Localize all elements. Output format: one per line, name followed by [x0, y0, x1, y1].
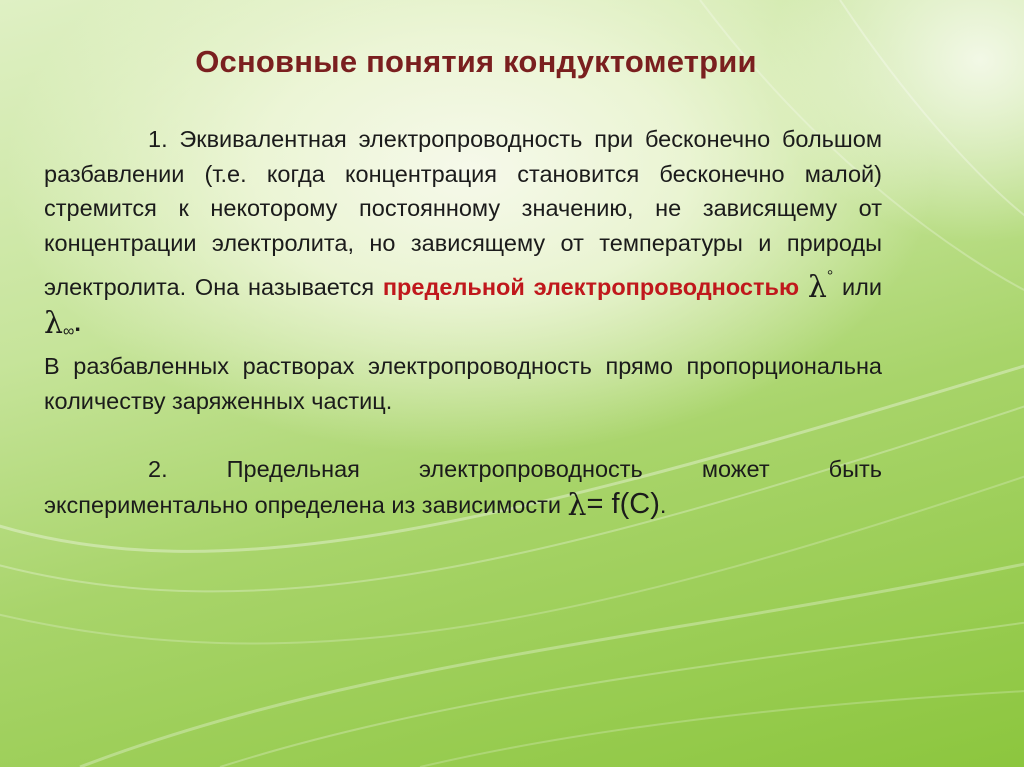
connector-text: или: [833, 274, 882, 300]
degree-superscript: °: [826, 268, 834, 285]
slide-title: Основные понятия кондуктометрии: [195, 44, 757, 79]
paragraph-2: [44, 452, 882, 523]
infinity-subscript: ∞: [63, 322, 75, 340]
lambda-symbol: λ: [44, 305, 64, 341]
lambda-symbol: λ: [807, 270, 827, 305]
paragraph-2-text: 2. Предельная электропроводность может быть экспериментально определена из зависимости: [44, 456, 882, 518]
paragraph-1-text: 1. Эквивалентная электропроводность при бесконечно большом разбавлении (т.е. когда концентрация становится бесконечно малой) стремится к некоторому постоянному значению, не зависящему от концентрации электролита, но зависящему от температуры и природы электролита. Она называется: [44, 126, 882, 300]
term-limiting-conductivity: предельной электропроводностью: [382, 274, 800, 300]
sentence-dot: .: [659, 491, 667, 518]
lambda-symbol: λ: [567, 487, 587, 523]
paragraph-1-continuation: В разбавленных растворах электропроводность прямо пропорциональна количеству заряженных частиц.: [44, 353, 882, 414]
paragraph-1: [44, 122, 882, 418]
sentence-dot: .: [74, 309, 81, 336]
slide-body: [44, 122, 882, 523]
formula-text: = f(C): [586, 487, 660, 520]
